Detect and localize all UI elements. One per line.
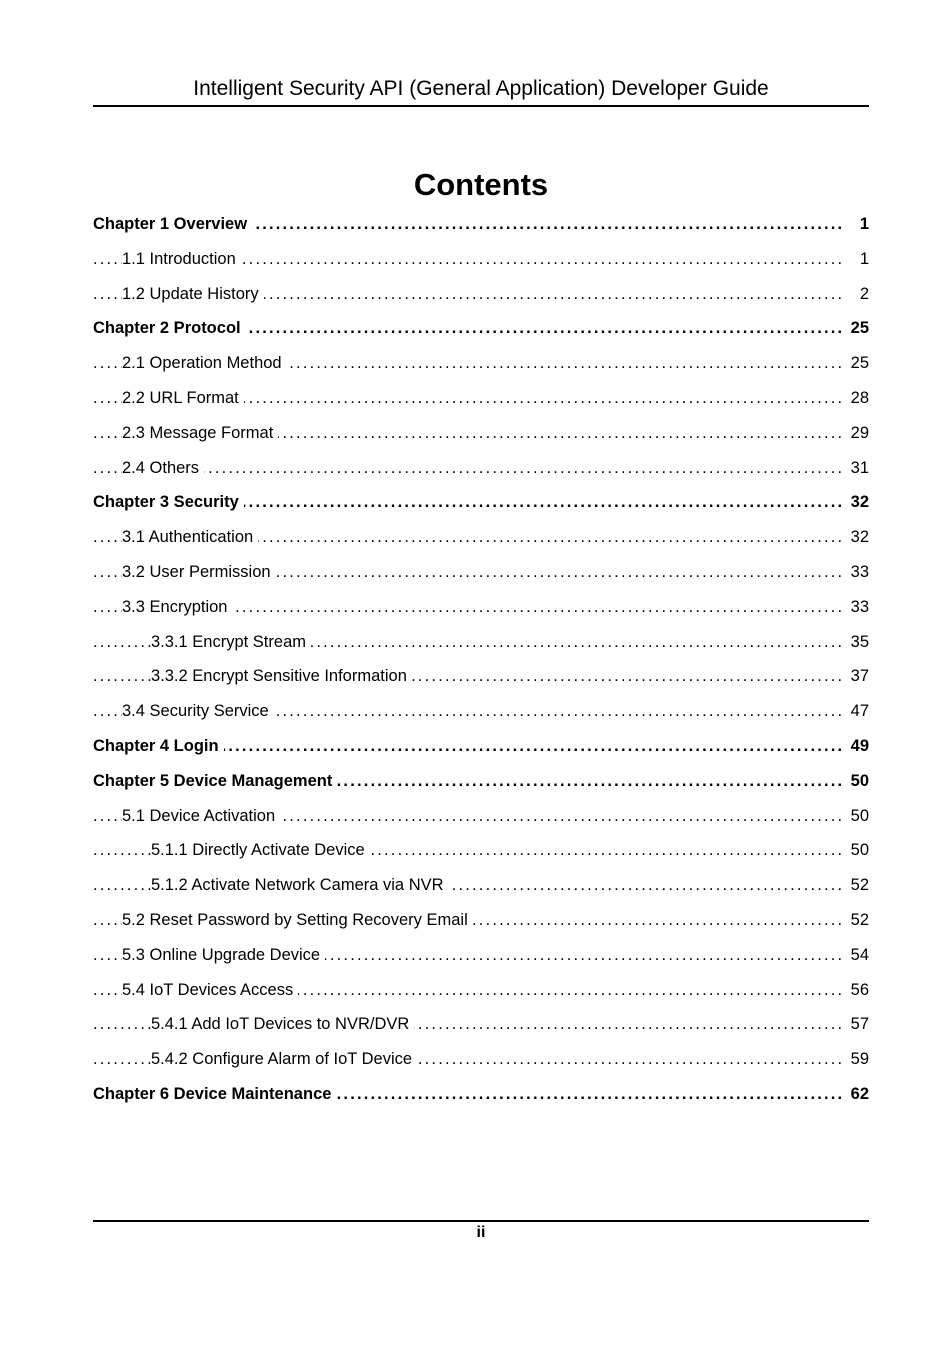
toc-entry-page: 32 — [844, 485, 869, 520]
toc-entry[interactable] — [93, 346, 869, 381]
toc-entry-title: Chapter 5 Device Management — [93, 772, 337, 790]
toc-entry[interactable] — [93, 590, 869, 625]
toc-entry-title: Chapter 3 Security — [93, 493, 244, 511]
toc-entry-title: Chapter 4 Login — [93, 737, 224, 755]
toc-entry-title: 2.4 Others — [122, 459, 204, 477]
toc-entry-page: 31 — [844, 451, 869, 486]
toc-entry[interactable] — [93, 1077, 869, 1112]
toc-entry[interactable] — [93, 868, 869, 903]
toc-entry-page: 59 — [844, 1042, 869, 1077]
toc-entry-page: 52 — [844, 903, 869, 938]
toc-entry[interactable] — [93, 1007, 869, 1042]
toc-entry-title: 3.1 Authentication — [122, 528, 258, 546]
toc-entry[interactable] — [93, 416, 869, 451]
toc-entry-title: 2.2 URL Format — [122, 389, 244, 407]
toc-entry-page: 32 — [844, 520, 869, 555]
toc-entry[interactable] — [93, 903, 869, 938]
toc-entry-page: 50 — [844, 799, 869, 834]
toc-entry-page: 28 — [844, 381, 869, 416]
toc-entry-page: 1 — [844, 242, 869, 277]
toc-entry[interactable] — [93, 729, 869, 764]
toc-entry[interactable] — [93, 381, 869, 416]
toc-entry-title: 3.4 Security Service — [122, 702, 274, 720]
toc-entry-title: Chapter 1 Overview — [93, 215, 252, 233]
toc-entry-title: 5.4.1 Add IoT Devices to NVR/DVR — [151, 1015, 414, 1033]
toc-entry-page: 52 — [844, 868, 869, 903]
toc-entry-title: 5.1.2 Activate Network Camera via NVR — [151, 876, 449, 894]
toc-entry-page: 33 — [844, 590, 869, 625]
toc-entry[interactable] — [93, 625, 869, 660]
toc-entry-title: 1.2 Update History — [122, 285, 264, 303]
toc-entry-title: 5.3 Online Upgrade Device — [122, 946, 325, 964]
toc-entry[interactable] — [93, 451, 869, 486]
toc-entry-page: 1 — [844, 207, 869, 242]
running-header: Intelligent Security API (General Application) Developer Guide — [193, 77, 769, 100]
toc-entry-page: 2 — [844, 277, 869, 312]
toc-entry-title: 5.4.2 Configure Alarm of IoT Device — [151, 1050, 417, 1068]
toc-entry[interactable] — [93, 277, 869, 312]
toc-entry-title: Chapter 6 Device Maintenance — [93, 1085, 336, 1103]
toc-entry[interactable] — [93, 520, 869, 555]
toc-entry[interactable] — [93, 485, 869, 520]
toc-entry[interactable] — [93, 207, 869, 242]
toc-entry-title: 2.1 Operation Method — [122, 354, 287, 372]
toc-entry[interactable] — [93, 938, 869, 973]
toc-entry[interactable] — [93, 659, 869, 694]
toc-entry-page: 25 — [844, 311, 869, 346]
toc-entry-page: 49 — [844, 729, 869, 764]
toc-entry-title: 5.1.1 Directly Activate Device — [151, 841, 370, 859]
toc-entry-title: 3.3.2 Encrypt Sensitive Information — [151, 667, 412, 685]
toc-entry-page: 33 — [844, 555, 869, 590]
toc-entry[interactable] — [93, 311, 869, 346]
toc-entry-page: 54 — [844, 938, 869, 973]
table-of-contents — [93, 207, 869, 1112]
toc-entry-title: 3.3.1 Encrypt Stream — [151, 633, 311, 651]
toc-entry-page: 25 — [844, 346, 869, 381]
toc-entry-page: 50 — [844, 833, 869, 868]
page-number: ii — [476, 1224, 486, 1241]
toc-entry[interactable] — [93, 694, 869, 729]
header-divider — [93, 105, 869, 107]
toc-entry-title: 5.2 Reset Password by Setting Recovery Email — [122, 911, 473, 929]
toc-entry[interactable] — [93, 799, 869, 834]
toc-entry-page: 37 — [844, 659, 869, 694]
toc-entry[interactable] — [93, 242, 869, 277]
page-title: Contents — [413, 166, 549, 202]
toc-entry-title: Chapter 2 Protocol — [93, 319, 246, 337]
toc-entry-page: 56 — [844, 973, 869, 1008]
toc-entry[interactable] — [93, 973, 869, 1008]
toc-entry[interactable] — [93, 1042, 869, 1077]
toc-entry[interactable] — [93, 764, 869, 799]
toc-entry-title: 3.2 User Permission — [122, 563, 276, 581]
toc-entry[interactable] — [93, 555, 869, 590]
toc-entry-title: 1.1 Introduction — [122, 250, 241, 268]
toc-entry-page: 35 — [844, 625, 869, 660]
toc-entry[interactable] — [93, 833, 869, 868]
toc-entry-page: 57 — [844, 1007, 869, 1042]
toc-entry-title: 5.4 IoT Devices Access — [122, 981, 298, 999]
toc-entry-page: 47 — [844, 694, 869, 729]
toc-entry-title: 5.1 Device Activation — [122, 807, 280, 825]
toc-entry-page: 62 — [844, 1077, 869, 1112]
toc-entry-title: 2.3 Message Format — [122, 424, 278, 442]
toc-entry-title: 3.3 Encryption — [122, 598, 232, 616]
toc-entry-page: 50 — [844, 764, 869, 799]
toc-entry-page: 29 — [844, 416, 869, 451]
